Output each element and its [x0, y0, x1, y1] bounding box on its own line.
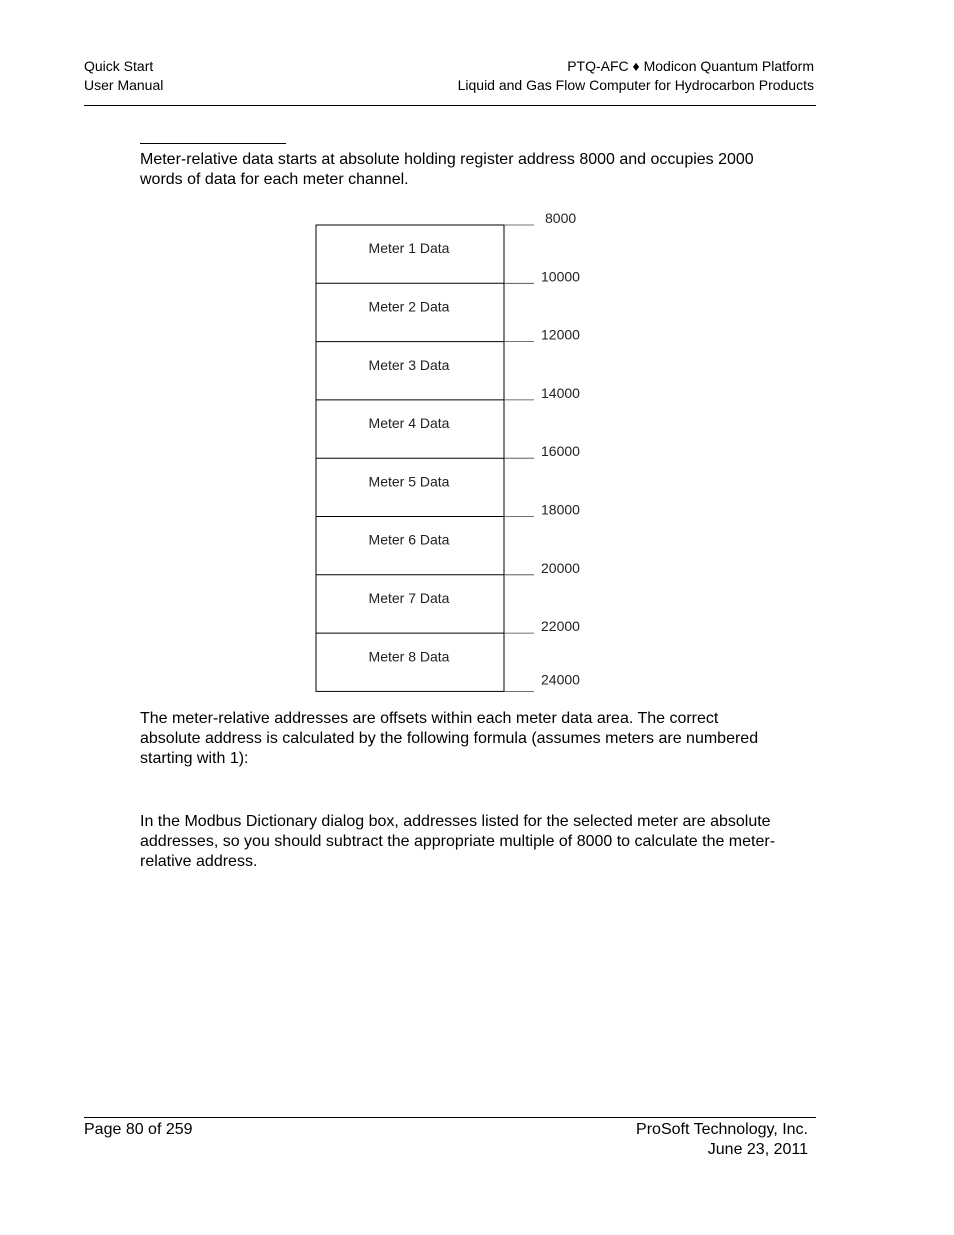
- footer-divider: [84, 1117, 816, 1118]
- address-label: 14000: [541, 384, 580, 401]
- offsets-paragraph: The meter-relative addresses are offsets within each meter data area. The correct absolute address is calculated by the following formula (assumes meters are numbered starting with 1):: [140, 710, 759, 767]
- company-name: ProSoft Technology, Inc.: [636, 1121, 808, 1138]
- address-label: 24000: [541, 671, 580, 688]
- address-label: 10000: [541, 268, 580, 285]
- address-label: 12000: [541, 326, 580, 343]
- meter-block-label: Meter 3 Data: [368, 356, 450, 373]
- address-label: 16000: [541, 443, 580, 460]
- meter-block-label: Meter 7 Data: [368, 589, 450, 606]
- meter-block-label: Meter 1 Data: [368, 240, 450, 257]
- header-product-subtitle: Liquid and Gas Flow Computer for Hydrocarbon Products: [457, 77, 814, 93]
- meter-block-label: Meter 2 Data: [368, 298, 450, 315]
- meter-block-label: Meter 6 Data: [368, 531, 450, 548]
- intro-paragraph: Meter-relative data starts at absolute holding register address 8000 and occupies 2000 words of data for each meter channel.: [140, 151, 754, 188]
- footer-right: [636, 1120, 808, 1160]
- header-left: [84, 57, 163, 95]
- header-manual-title: User Manual: [84, 77, 164, 93]
- meter-block-label: Meter 4 Data: [368, 415, 450, 432]
- dictionary-paragraph: In the Modbus Dictionary dialog box, addresses listed for the selected meter are absolute addresses, so you should subtract the appropriate multiple of 8000 to calculate the meter-relative address.: [140, 813, 776, 870]
- header-product-title: PTQ-AFC ♦ Modicon Quantum Platform: [567, 58, 814, 74]
- address-label: 8000: [545, 210, 577, 226]
- header-section-title: Quick Start: [84, 58, 154, 74]
- meter-block-label: Meter 8 Data: [368, 648, 450, 665]
- publication-date: June 23, 2011: [707, 1141, 808, 1158]
- page-number: Page 80 of 259: [84, 1121, 193, 1138]
- meter-memory-map-diagram: [300, 205, 600, 700]
- address-label: 18000: [541, 501, 580, 518]
- meter-block-label: Meter 5 Data: [368, 473, 450, 490]
- address-label: 22000: [541, 618, 580, 635]
- section-rule: [140, 143, 286, 144]
- header-divider: [84, 105, 816, 106]
- address-label: 20000: [541, 559, 580, 576]
- header-right: [458, 57, 814, 95]
